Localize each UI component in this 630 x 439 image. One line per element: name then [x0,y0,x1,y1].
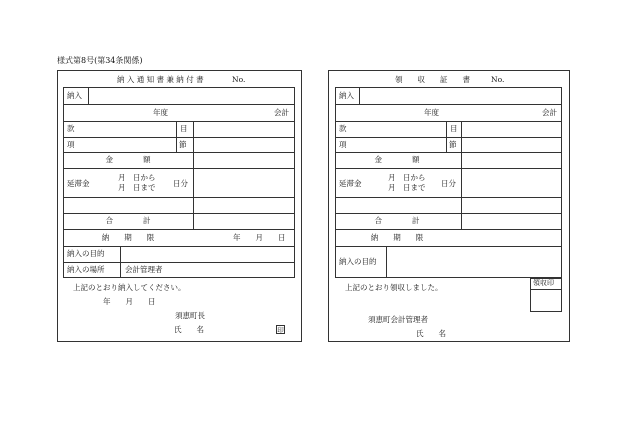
receipt-kan-label: 款 [339,124,347,133]
receipt-setsu-label: 節 [449,140,457,149]
receipt-deadline-label: 納 期 限 [370,233,424,242]
receipt-period-to: 月 日まで [388,183,426,192]
period-from: 月 日から [118,173,156,182]
name-label: 氏 名 [174,325,204,334]
notice-text: 上記のとおり納入してください。 [73,283,186,292]
issuer-label: 須恵町長 [175,311,205,320]
period-to: 月 日まで [118,183,156,192]
receipt-late-fee-label: 延滞金 [339,179,362,188]
payment-notice-title: 納 入 通 知 書 兼 納 付 書 [117,75,204,84]
deadline-label: 納 期 限 [101,233,155,242]
receipt-issuer-label: 須恵町会計管理者 [368,315,428,324]
receipt-account-label: 会計 [542,108,557,117]
late-fee-label: 延滞金 [67,179,90,188]
receipt-notice-text: 上記のとおり領収しました。 [345,283,443,292]
fiscal-year-label: 年度 [153,108,168,117]
receipt-number-label: No. [491,75,505,84]
issue-date: 年 月 日 [103,297,156,306]
total-label: 合 計 [105,216,151,225]
kan-label: 款 [67,124,75,133]
receipt-payer-label: 納入 [339,91,354,100]
receipt-kou-label: 項 [339,140,347,149]
notice-number-label: No. [232,75,246,84]
receipt-total-label: 合 計 [374,216,420,225]
receipt-purpose-label: 納入の目的 [339,257,377,266]
receipt-amount-label: 金 額 [374,155,420,164]
receipt-moku-label: 目 [450,124,458,133]
payer-label: 納入 [67,91,82,100]
place-label: 納入の場所 [67,265,105,274]
receipt-fiscal-year-label: 年度 [424,108,439,117]
deadline-date: 年 月 日 [233,233,286,242]
moku-label: 目 [180,124,188,133]
receipt-title: 領 収 証 書 [395,75,470,84]
receipt-name-label: 氏 名 [416,329,446,338]
purpose-label: 納入の目的 [67,249,105,258]
days-label: 日分 [173,179,188,188]
place-value: 会計管理者 [125,265,163,274]
form-number-header: 様式第8号(第34条関係) [57,56,143,65]
amount-label: 金 額 [105,155,151,164]
seal-box: 印 [277,326,284,334]
receipt-stamp-label: 領収印 [533,279,554,287]
setsu-label: 節 [179,140,187,149]
account-label: 会計 [274,108,289,117]
receipt-days-label: 日分 [441,179,456,188]
receipt-period-from: 月 日から [388,173,426,182]
kou-label: 項 [67,140,75,149]
